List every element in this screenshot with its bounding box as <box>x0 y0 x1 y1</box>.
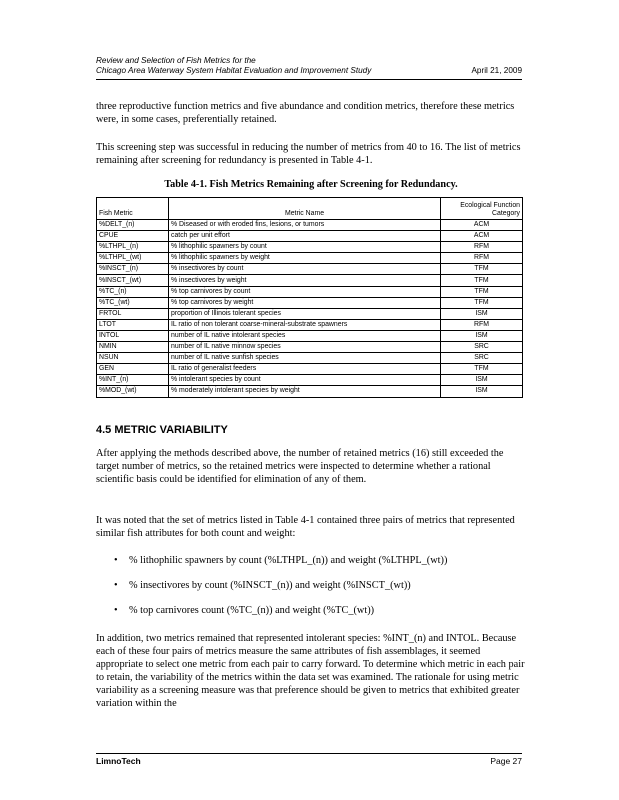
bullet-marker: • <box>114 580 118 591</box>
column-header-fish-metric: Fish Metric <box>97 198 169 220</box>
table-header-row <box>97 198 523 220</box>
cell-fish-metric: %INSCT_(n) <box>97 264 169 275</box>
cell-metric-name: % Diseased or with eroded fins, lesions, or tumors <box>169 220 441 231</box>
running-header <box>96 56 522 76</box>
cell-function-category: SRC <box>441 353 523 364</box>
cell-fish-metric: %LTHPL_(wt) <box>97 253 169 264</box>
table-row <box>97 242 523 253</box>
footer-rule <box>96 753 522 754</box>
table-row <box>97 220 523 231</box>
cell-fish-metric: NMIN <box>97 342 169 353</box>
cell-function-category: SRC <box>441 342 523 353</box>
cell-fish-metric: %TC_(wt) <box>97 297 169 308</box>
table-row <box>97 264 523 275</box>
cell-metric-name: % insectivores by count <box>169 264 441 275</box>
bullet-marker: • <box>114 605 118 616</box>
table-row <box>97 364 523 375</box>
column-header-function-category: Ecological Function Category <box>441 198 523 220</box>
cell-fish-metric: FRTOL <box>97 308 169 319</box>
cell-metric-name: number of IL native minnow species <box>169 342 441 353</box>
bullet-text: % top carnivores count (%TC_(n)) and weight (%TC_(wt)) <box>129 605 375 616</box>
section-heading: 4.5 METRIC VARIABILITY <box>96 424 228 436</box>
bullet-item <box>114 554 524 567</box>
table-row <box>97 286 523 297</box>
cell-function-category: TFM <box>441 297 523 308</box>
cell-fish-metric: INTOL <box>97 330 169 341</box>
cell-metric-name: % intolerant species by count <box>169 375 441 386</box>
cell-metric-name: IL ratio of generalist feeders <box>169 364 441 375</box>
cell-function-category: ACM <box>441 231 523 242</box>
cell-function-category: ISM <box>441 330 523 341</box>
cell-fish-metric: %DELT_(n) <box>97 220 169 231</box>
cell-fish-metric: %INSCT_(wt) <box>97 275 169 286</box>
table-row <box>97 297 523 308</box>
table-row <box>97 231 523 242</box>
bullet-text: % lithophilic spawners by count (%LTHPL_(n)) and weight (%LTHPL_(wt)) <box>129 555 448 566</box>
footer-organization: LimnoTech <box>96 756 141 766</box>
cell-function-category: TFM <box>441 275 523 286</box>
bullet-marker: • <box>114 555 118 566</box>
cell-metric-name: % insectivores by weight <box>169 275 441 286</box>
cell-function-category: ISM <box>441 308 523 319</box>
cell-function-category: RFM <box>441 242 523 253</box>
cell-fish-metric: %INT_(n) <box>97 375 169 386</box>
cell-metric-name: number of IL native intolerant species <box>169 330 441 341</box>
cell-metric-name: % lithophilic spawners by weight <box>169 253 441 264</box>
table-row <box>97 275 523 286</box>
intro-paragraph: three reproductive function metrics and five abundance and condition metrics, therefore these metrics were, in some cases, preferentially retained. <box>96 101 515 125</box>
cell-metric-name: % top carnivores by count <box>169 286 441 297</box>
cell-function-category: RFM <box>441 319 523 330</box>
cell-fish-metric: %LTHPL_(n) <box>97 242 169 253</box>
table-row <box>97 330 523 341</box>
column-header-metric-name: Metric Name <box>169 198 441 220</box>
table-row <box>97 342 523 353</box>
bullet-item <box>114 579 524 592</box>
cell-function-category: TFM <box>441 364 523 375</box>
footer-page-number: Page 27 <box>490 756 522 766</box>
paragraph-noted: It was noted that the set of metrics listed in Table 4-1 contained three pairs of metrics that represented similar fish attributes for both count and weight: <box>96 515 515 539</box>
table-row <box>97 375 523 386</box>
cell-metric-name: % lithophilic spawners by count <box>169 242 441 253</box>
cell-function-category: TFM <box>441 264 523 275</box>
table-row <box>97 319 523 330</box>
fish-metrics-table <box>96 197 523 398</box>
bullet-item <box>114 604 524 617</box>
header-date: April 21, 2009 <box>471 66 522 75</box>
cell-fish-metric: GEN <box>97 364 169 375</box>
header-line-2: Chicago Area Waterway System Habitat Evaluation and Improvement Study <box>96 66 372 75</box>
cell-fish-metric: LTOT <box>97 319 169 330</box>
cell-function-category: ISM <box>441 375 523 386</box>
cell-function-category: RFM <box>441 253 523 264</box>
cell-function-category: ACM <box>441 220 523 231</box>
table-row <box>97 308 523 319</box>
header-line-1: Review and Selection of Fish Metrics for the <box>96 56 256 65</box>
table-row <box>97 253 523 264</box>
cell-fish-metric: NSUN <box>97 353 169 364</box>
screening-paragraph: This screening step was successful in reducing the number of metrics from 40 to 16. The list of metrics remaining after screening for redundancy is presented in Table 4-1. <box>96 142 521 166</box>
cell-metric-name: proportion of Illinois tolerant species <box>169 308 441 319</box>
table-row <box>97 386 523 397</box>
table-caption: Table 4-1. Fish Metrics Remaining after Screening for Redundancy. <box>164 179 458 190</box>
page-footer <box>96 756 522 766</box>
cell-fish-metric: CPUE <box>97 231 169 242</box>
paragraph-final: In addition, two metrics remained that represented intolerant species: %INT_(n) and INTOL. Because each of these four pairs of metrics measure the same attributes of fish assemblages, it seemed appropriate to select one metric from each pair to carry forward. To determine which metric in each pair to retain, the variability of the metrics within the data set was examined. The rationale for using metric variability as a screening measure was that preference should be given to metrics that exhibited greater variation within the <box>96 633 525 709</box>
paragraph-after-applying: After applying the methods described above, the number of retained metrics (16) still exceeded the target number of metrics, so the retained metrics were inspected to determine whether a rational scientific basis could be identified for elimination of any of them. <box>96 448 504 485</box>
cell-fish-metric: %MOD_(wt) <box>97 386 169 397</box>
cell-function-category: TFM <box>441 286 523 297</box>
cell-metric-name: % moderately intolerant species by weight <box>169 386 441 397</box>
cell-function-category: ISM <box>441 386 523 397</box>
cell-metric-name: catch per unit effort <box>169 231 441 242</box>
cell-fish-metric: %TC_(n) <box>97 286 169 297</box>
cell-metric-name: IL ratio of non tolerant coarse-mineral-substrate spawners <box>169 319 441 330</box>
cell-metric-name: number of IL native sunfish species <box>169 353 441 364</box>
bullet-text: % insectivores by count (%INSCT_(n)) and weight (%INSCT_(wt)) <box>129 580 411 591</box>
header-rule <box>96 79 522 80</box>
table-row <box>97 353 523 364</box>
cell-metric-name: % top carnivores by weight <box>169 297 441 308</box>
